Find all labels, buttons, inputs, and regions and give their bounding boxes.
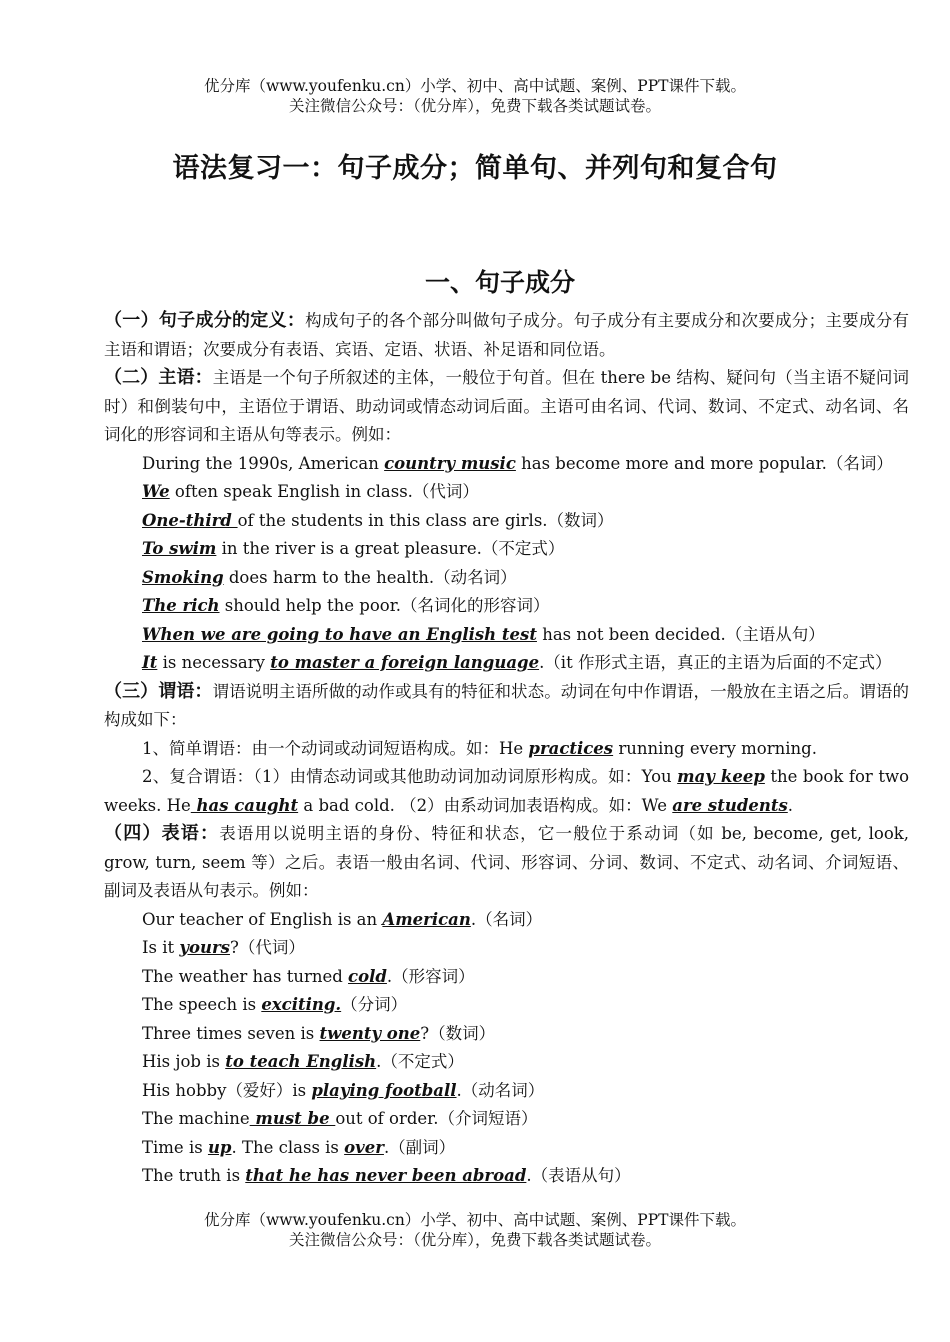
example-text: in the river is a great pleasure.（不定式） (216, 539, 565, 558)
compound-predicate-item (104, 763, 909, 820)
predicative-example (104, 991, 909, 1020)
predicative-example (104, 1020, 909, 1049)
example-text: （分词） (341, 995, 408, 1014)
predicative-example (104, 1134, 909, 1163)
predicative-example (104, 1077, 909, 1106)
example-text: .（it 作形式主语，真正的主语为后面的不定式） (539, 653, 892, 672)
example-keyword: yours (179, 938, 230, 957)
predicate-heading: （三）谓语： (104, 680, 213, 702)
example-keyword: We (142, 482, 170, 501)
predicate-paragraph (104, 678, 909, 735)
example-keyword: to master a foreign language (270, 653, 540, 672)
example-keyword: are students (672, 795, 788, 815)
subject-example (104, 507, 909, 536)
footer-line-2: 关注微信公众号：（优分库），免费下载各类试题试卷。 (288, 1231, 661, 1249)
example-text: Our teacher of English is an (142, 909, 383, 929)
example-keyword: to teach English (225, 1052, 377, 1071)
example-keyword: To swim (142, 539, 217, 558)
subject-heading: （二）主语： (104, 367, 213, 388)
example-keyword: twenty one (319, 1023, 421, 1043)
example-text: the book for two weeks. He (104, 767, 910, 815)
example-text: .（动名词） (456, 1080, 545, 1100)
predicative-example (104, 1105, 909, 1134)
example-keyword: over (344, 1137, 384, 1157)
example-text: Time is (142, 1137, 208, 1157)
example-keyword: up (207, 1137, 232, 1157)
predicative-paragraph (104, 820, 909, 906)
example-text: The speech is (142, 995, 262, 1014)
example-keyword: When we are going to have an English test (142, 624, 537, 644)
example-text: . The class is (231, 1137, 345, 1157)
predicative-example (104, 934, 909, 963)
example-text: out of order.（介词短语） (335, 1109, 538, 1128)
header-line-2: 关注微信公众号：（优分库），免费下载各类试题试卷。 (288, 97, 661, 115)
example-text: has not been decided.（主语从句） (536, 624, 825, 644)
example-text: ?（数词） (420, 1023, 496, 1043)
example-text: often speak English in class.（代词） (169, 482, 479, 501)
example-keyword: cold (348, 966, 387, 986)
section-title: 一、句子成分 (424, 268, 575, 297)
example-keyword: One-third (142, 510, 238, 530)
definition-text: 构成句子的各个部分叫做句子成分。句子成分有主要成分和次要成分；主要成分有主语和谓语；次要成分有表语、宾语、定语、状语、补足语和同位语。 (104, 311, 910, 359)
example-keyword: The rich (142, 596, 220, 615)
footer-line-1: 优分库（www.youfenku.cn）小学、初中、高中试题、案例、PPT课件下载。 (203, 1211, 747, 1229)
example-text: has become more and more popular.（名词） (515, 453, 893, 473)
example-keyword: country music (384, 453, 516, 473)
predicate-text: 谓语说明主语所做的动作或具有的特征和状态。动词在句中作谓语，一般放在主语之后。谓语的构成如下： (104, 681, 910, 729)
example-text: of the students in this class are girls.（数词） (237, 510, 614, 530)
definition-heading: （一）句子成分的定义： (104, 310, 306, 331)
example-text: .（形容词） (386, 966, 475, 986)
example-text: During the 1990s, American (142, 453, 385, 473)
example-text: .（副词） (383, 1137, 456, 1157)
example-text: is necessary (157, 653, 271, 672)
example-text: a bad cold. （2）由系动词加表语构成。如：We (298, 795, 673, 815)
example-text: Three times seven is (142, 1023, 320, 1043)
example-text: does harm to the health.（动名词） (223, 567, 517, 587)
example-text: The machine (142, 1109, 250, 1128)
subject-paragraph (104, 364, 909, 450)
predicative-example (104, 963, 909, 992)
subject-example (104, 592, 909, 621)
example-text: .（名词） (470, 909, 543, 929)
example-keyword: that he has never been abroad (245, 1166, 527, 1185)
subject-text: 主语是一个句子所叙述的主体，一般位于句首。但在 there be 结构、疑问句（当主语不疑问词时）和倒装句中，主语位于谓语、助动词或情态动词后面。主语可由名词、代词、数词、不定式、动名词、名词化的形容词和主语从句等表示。例如： (104, 368, 910, 444)
example-text: .（不定式） (376, 1052, 464, 1071)
page-header (0, 76, 950, 116)
example-text: ?（代词） (229, 938, 305, 957)
example-text: . (787, 795, 794, 815)
subject-example (104, 450, 909, 479)
example-text: 2、复合谓语：（1）由情态动词或其他助动词加动词原形构成。如：You (142, 767, 678, 786)
definition-paragraph (104, 307, 909, 364)
example-keyword: It (142, 653, 158, 672)
example-keyword: American (382, 909, 471, 929)
header-line-1: 优分库（www.youfenku.cn）小学、初中、高中试题、案例、PPT课件下载。 (203, 77, 747, 95)
example-text: .（表语从句） (526, 1166, 631, 1185)
example-text: His hobby（爱好）is (142, 1080, 312, 1100)
predicative-example (104, 1162, 909, 1191)
example-text: Is it (142, 938, 180, 957)
example-keyword: practices (528, 738, 614, 758)
example-text: The weather has turned (142, 966, 349, 986)
subject-example (104, 621, 909, 650)
document-title: 语法复习一：句子成分；简单句、并列句和复合句 (172, 153, 778, 184)
predicative-example (104, 1048, 909, 1077)
example-text: His job is (142, 1052, 226, 1071)
example-keyword: exciting. (261, 995, 342, 1014)
example-text: running every morning. (613, 738, 817, 758)
example-text: should help the poor.（名词化的形容词） (219, 596, 550, 615)
example-keyword: may keep (677, 767, 765, 786)
example-keyword: has caught (190, 795, 299, 815)
subject-example (104, 478, 909, 507)
predicative-text: 表语用以说明主语的身份、特征和状态，它一般位于系动词（如 be, become, get, look, grow, turn, seem 等）之后。表语一般由名词、代词、形容词、分词、数词、不定式、动名词、介词短语、副词及表语从句表示。例如： (104, 824, 909, 900)
example-text: The truth is (142, 1166, 246, 1185)
subject-example (104, 564, 909, 593)
example-keyword: playing football (311, 1080, 457, 1100)
example-text: 1、简单谓语：由一个动词或动词短语构成。如：He (142, 738, 529, 758)
subject-example (104, 535, 909, 564)
document-body (104, 307, 909, 1191)
predicative-example (104, 906, 909, 935)
example-keyword: Smoking (142, 567, 224, 587)
example-keyword: must be (249, 1109, 336, 1128)
page-footer (0, 1210, 950, 1250)
predicative-heading: （四）表语： (104, 823, 220, 844)
subject-example (104, 649, 909, 678)
simple-predicate-item (104, 735, 909, 764)
